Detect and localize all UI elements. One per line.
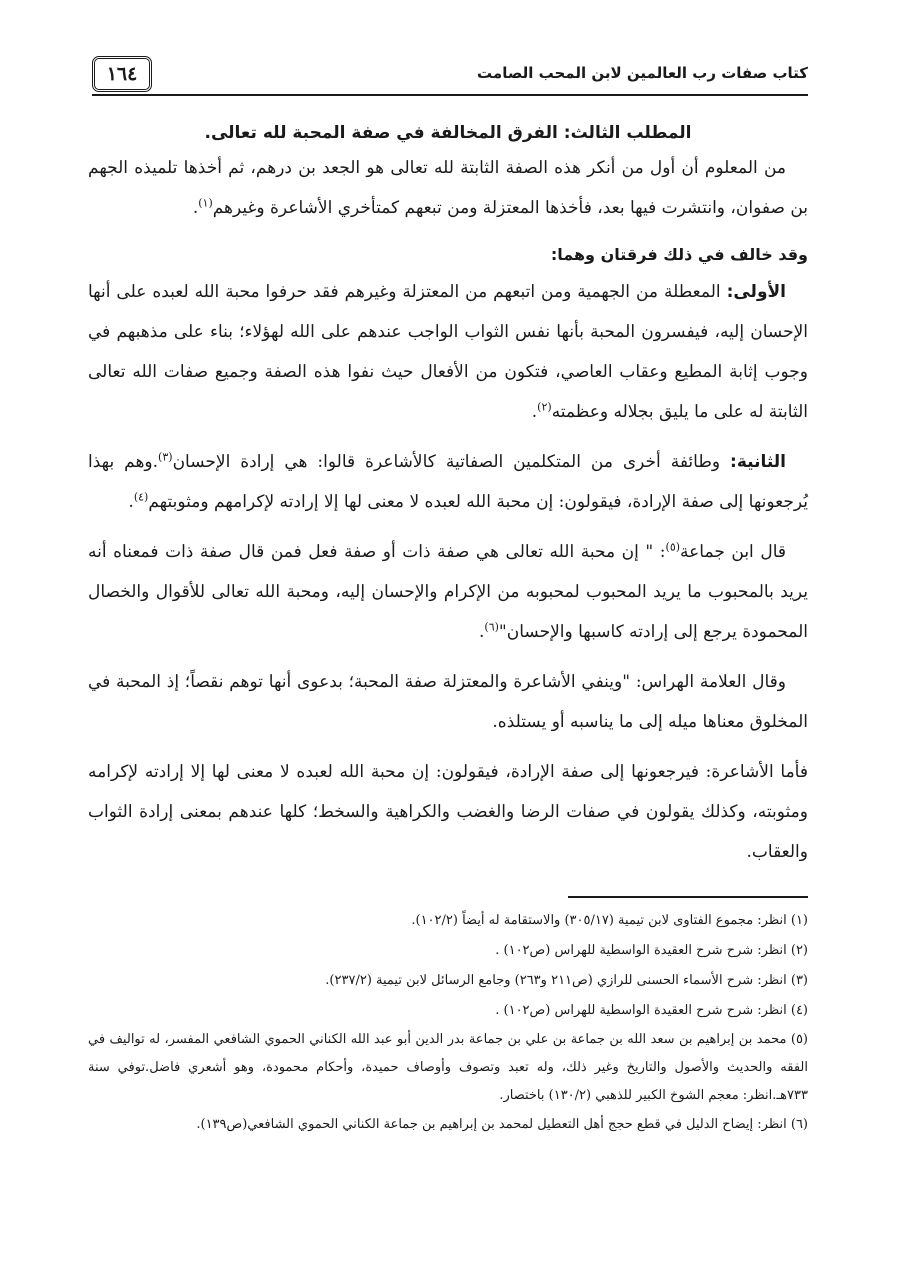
footnote-2: (٢) انظر: شرح شرح العقيدة الواسطية للهراس (ص١٠٢) . xyxy=(495,943,808,958)
footnote-3: (٣) انظر: شرح الأسماء الحسنى للرازي (ص٢١١ و٢٦٣) وجامع الرسائل لابن تيمية (٢٣٧/٢). xyxy=(325,973,808,988)
paragraph-intro-end: . xyxy=(192,198,199,218)
paragraph-first-sect xyxy=(88,272,808,432)
footnote-ref-2[interactable]: (٢) xyxy=(537,400,552,414)
section-title: المطلب الثالث: الفرق المخالفة في صفة المحبة لله تعالى. xyxy=(204,123,692,143)
page-number: ١٦٤ xyxy=(92,56,152,92)
ibn-jamaa-text-a: قال ابن جماعة xyxy=(680,542,786,562)
paragraph-ibn-jamaa xyxy=(88,532,808,652)
footnote-divider xyxy=(568,896,808,898)
first-sect-end: . xyxy=(531,402,538,422)
footnote-1: (١) انظر: مجموع الفتاوى لابن تيمية (٣٠٥/١٧) والاستقامة له أيضاً (١٠٢/٢). xyxy=(411,913,808,928)
header-divider xyxy=(92,94,808,96)
second-sect-label: الثانية: xyxy=(730,452,786,472)
page-header xyxy=(92,56,808,96)
footnote-6: (٦) انظر: إيضاح الدليل في قطع حجج أهل التعطيل لمحمد بن إبراهيم بن جماعة الكناني الحموي الشافعي(ص١٣٩). xyxy=(196,1117,808,1132)
footnote-ref-3[interactable]: (٣) xyxy=(158,450,173,464)
paragraph-intro-text: من المعلوم أن أول من أنكر هذه الصفة الثابتة لله تعالى هو الجعد بن درهم، ثم أخذها تلميذه الجهم بن صفوان، وانتشرت فيها بعد، فأخذها المعتزلة ومن تبعهم كمتأخري الأشاعرة وغيرهم xyxy=(88,158,808,218)
footnote-4: (٤) انظر: شرح شرح العقيدة الواسطية للهراس (ص١٠٢) . xyxy=(495,1003,808,1018)
second-sect-end: . xyxy=(128,492,134,512)
second-sect-text-b: .وهم بهذا يُرجعونها إلى صفة الإرادة، فيقولون: إن محبة الله لعبده لا معنى لها إلا إرادته لإكرامهم ومثوبتهم xyxy=(88,452,808,512)
paragraph-harras: وقال العلامة الهراس: "وينفي الأشاعرة والمعتزلة صفة المحبة؛ بدعوى أنها توهم نقصاً؛ إذ المحبة في المخلوق معناها ميله إلى ما يناسبه أو يستلذه. xyxy=(88,672,808,732)
footnote-ref-4[interactable]: (٤) xyxy=(133,490,149,504)
ibn-jamaa-end: . xyxy=(479,622,485,642)
second-sect-text-a: وطائفة أخرى من المتكلمين الصفاتية كالأشاعرة قالوا: هي إرادة الإحسان xyxy=(172,452,731,472)
book-title: كتاب صفات رب العالمين لابن المحب الصامت xyxy=(477,64,808,82)
ibn-jamaa-text-b: : " إن محبة الله تعالى هي صفة ذات أو صفة فعل فمن قال صفة ذات فمعناه أنه يريد بالمحبوب ما يريد المحبوب لمحبوبه من الإكرام والإحسان إليه، ومحبة الله تعالى للأقوال والخصال المحمودة يرجع إلى إرادته كاسبها والإحسان" xyxy=(88,542,808,642)
footnote-ref-6[interactable]: (٦) xyxy=(484,620,499,634)
first-sect-label: الأولى: xyxy=(726,282,786,302)
footnote-ref-5[interactable]: (٥) xyxy=(665,540,681,554)
main-text xyxy=(88,120,808,882)
first-sect-text: المعطلة من الجهمية ومن اتبعهم من المعتزلة وغيرهم فقد حرفوا محبة الله لعبده على أنها الإحسان إليه، فيفسرون المحبة بأنها نفس الثواب الواجب عندهم على الله لهؤلاء؛ بناء على مذهبهم في وجوب إثابة المطيع وعقاب العاصي، فتكون من الأفعال حيث نفوا هذه الصفة وجميع صفات الله تعالى الثابتة له على ما يليق بجلاله وعظمته xyxy=(88,282,808,422)
paragraph-ashaira: فأما الأشاعرة: فيرجعونها إلى صفة الإرادة، فيقولون: إن محبة الله لعبده لا معنى لها إلا إرادته لإكرامه ومثوبته، وكذلك يقولون في صفات الرضا والغضب والكراهية والسخط؛ كلها عندهم بمعنى إرادة الثواب والعقاب. xyxy=(88,762,808,862)
paragraph-intro xyxy=(88,148,808,228)
footnote-5: (٥) محمد بن إبراهيم بن سعد الله بن جماعة بن علي بن جماعة بدر الدين أبو عبد الله الكناني الحموي الشافعي المفسر، له تواليف في الفقه والحديث والأصول والتاريخ وغير ذلك، وله تعبد وتصوف وأوصاف حميدة، وأحكام محمودة، وهو أشعري فاضل.توفي سنة ٧٣٣هـ.انظر: معجم الشوخ الكبير للذهبي (١٣٠/٢) باختصار. xyxy=(88,1032,808,1103)
footnotes xyxy=(88,906,808,1140)
subheading-two-sects: وقد خالف في ذلك فرقتان وهما: xyxy=(550,245,808,264)
footnote-ref-1[interactable]: (١) xyxy=(198,196,213,210)
paragraph-second-sect xyxy=(88,442,808,522)
